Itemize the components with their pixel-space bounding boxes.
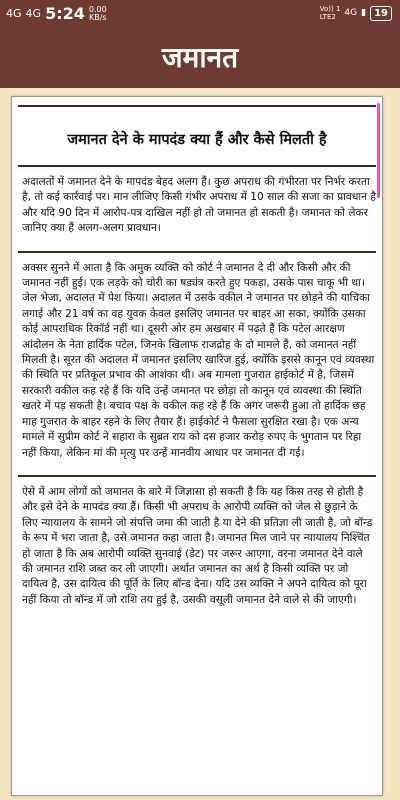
article-card[interactable] xyxy=(11,96,383,796)
network-indicator: 4G xyxy=(25,7,42,20)
speed-value: 0.00 xyxy=(88,4,107,14)
scrollbar[interactable] xyxy=(377,103,380,198)
article-paragraph xyxy=(12,477,382,614)
article-paragraph xyxy=(12,167,382,243)
signal-icon: ▮ xyxy=(361,8,367,18)
paragraph-text: अदालतों में जमानत देने के मापदंड बेहद अलग हैं। कुछ अपराध की गंभीरता पर निर्भर करता है, तो कई कार्रवाई पर। मान लीजिए किसी गंभीर अपराध में 10 साल की सजा का प्रावधान है और यदि 90 दिन में आरोप-पत्र दाखिल नहीं हो तो जमानत हो सकती है। जमानत को लेकर जानिए क्या हैं अलग-अलग प्रावधान। xyxy=(22,176,376,235)
battery-icon: 19 xyxy=(370,6,392,21)
status-right xyxy=(320,5,392,21)
clock: 5:24 xyxy=(45,4,85,23)
article-paragraph xyxy=(12,253,382,467)
paragraph-text: अक्सर सुनने में आता है कि अमुक व्यक्ति को कोर्ट ने जमानत दे दी और किसी और की जमानत नहीं हुई। एक लड़के को चोरी का षड्यंत्र करते हुए पकड़ा, उसके पास चाकू भी था। जेल भेजा, अदालत में पेश किया। अदालत में उसके वकील ने जमानत पर छोड़ने की याचिका लगाई और 21 वर्ष का वह युवक केवल इसलिए जमानत पर बाहर आ सका, क्योंकि उसका कोई आपराधिक रिकॉर्ड नहीं था। दूसरी ओर हम अखबार में पढ़ते हैं कि पटेल आरक्षण आंदोलन के नेता हार्दिक पटेल, जिनके खिलाफ राजद्रोह के दो मामले हैं, को जमानत नहीं मिलती है। सूरत की अदालत में जमानत इसलिए खारिज हुई, क्योंकि इससे कानून एवं व्यवस्था की स्थिति पर प्रतिकूल प्रभाव की आशंका थी। अब मामला गुजरात हाईकोर्ट में है, जिसमें सरकारी वकील कह रहे हैं कि यदि उन्हें जमानत पर छोड़ा तो कानून एवं व्यवस्था की स्थिति खतरे में पड़ सकती है। बचाव पक्ष के वकील कह रहे हैं कि अगर जरूरी हुआ तो हार्दिक छह माह गुजरात के बाहर रहने के लिए तैयार हैं। हाईकोर्ट ने फैसला सुरक्षित रखा है। एक अन्य मामले में सुप्रीम कोर्ट ने सहारा के सुब्रत राय को दस हजार करोड़ रुपए के भुगतान पर रिहा नहीं किया, लेकिन मां की मृत्यु पर उन्हें मानवीय आधार पर जमानत दी गई। xyxy=(22,261,375,459)
network-indicator: 4G xyxy=(344,8,358,18)
network-indicator: 4G xyxy=(6,7,22,20)
paragraph-text: ऐसे में आम लोगों को जमानत के बारे में जिज्ञासा हो सकती है कि यह किस तरह से होती है और इसे देने के मापदंड क्या हैं। किसी भी अपराध के आरोपी व्यक्ति को जेल से छुड़ाने के लिए न्यायालय के सामने जो संपत्ति जमा की जाती है या देने की प्रतिज्ञा ली जाती है, जो बॉन्ड के रूप में भरा जाता है, उसे जमानत कहा जाता है। जमानत मिल जाने पर न्यायालय निश्चिंत हो जाता है कि अब आरोपी व्यक्ति सुनवाई (डेट) पर जरूर आएगा, वरना जमानत देने वाले की जमानत राशि जब्त कर ली जाएगी। अर्थात जमानत का अर्थ है किसी व्यक्ति पर जो दायित्व है, उस दायित्व की पूर्ति के लिए बॉन्ड देना। यदि उस व्यक्ति ने अपने दायित्व को पूरा नहीं किया तो बॉन्ड में जो राशि तय हुई है, उसकी वसूली जमानत देने वाले से की जाएगी। xyxy=(22,485,373,606)
status-left xyxy=(6,4,107,23)
volte-indicator: Vo)) 1 LTE2 xyxy=(319,5,341,21)
page-title: जमानत xyxy=(161,41,239,74)
network-speed xyxy=(89,6,107,22)
status-bar xyxy=(0,0,400,26)
app-header xyxy=(0,26,400,88)
speed-unit: KB/s xyxy=(88,12,107,22)
article-heading: जमानत देने के मापदंड क्या हैं और कैसे मिलती है xyxy=(67,132,327,148)
